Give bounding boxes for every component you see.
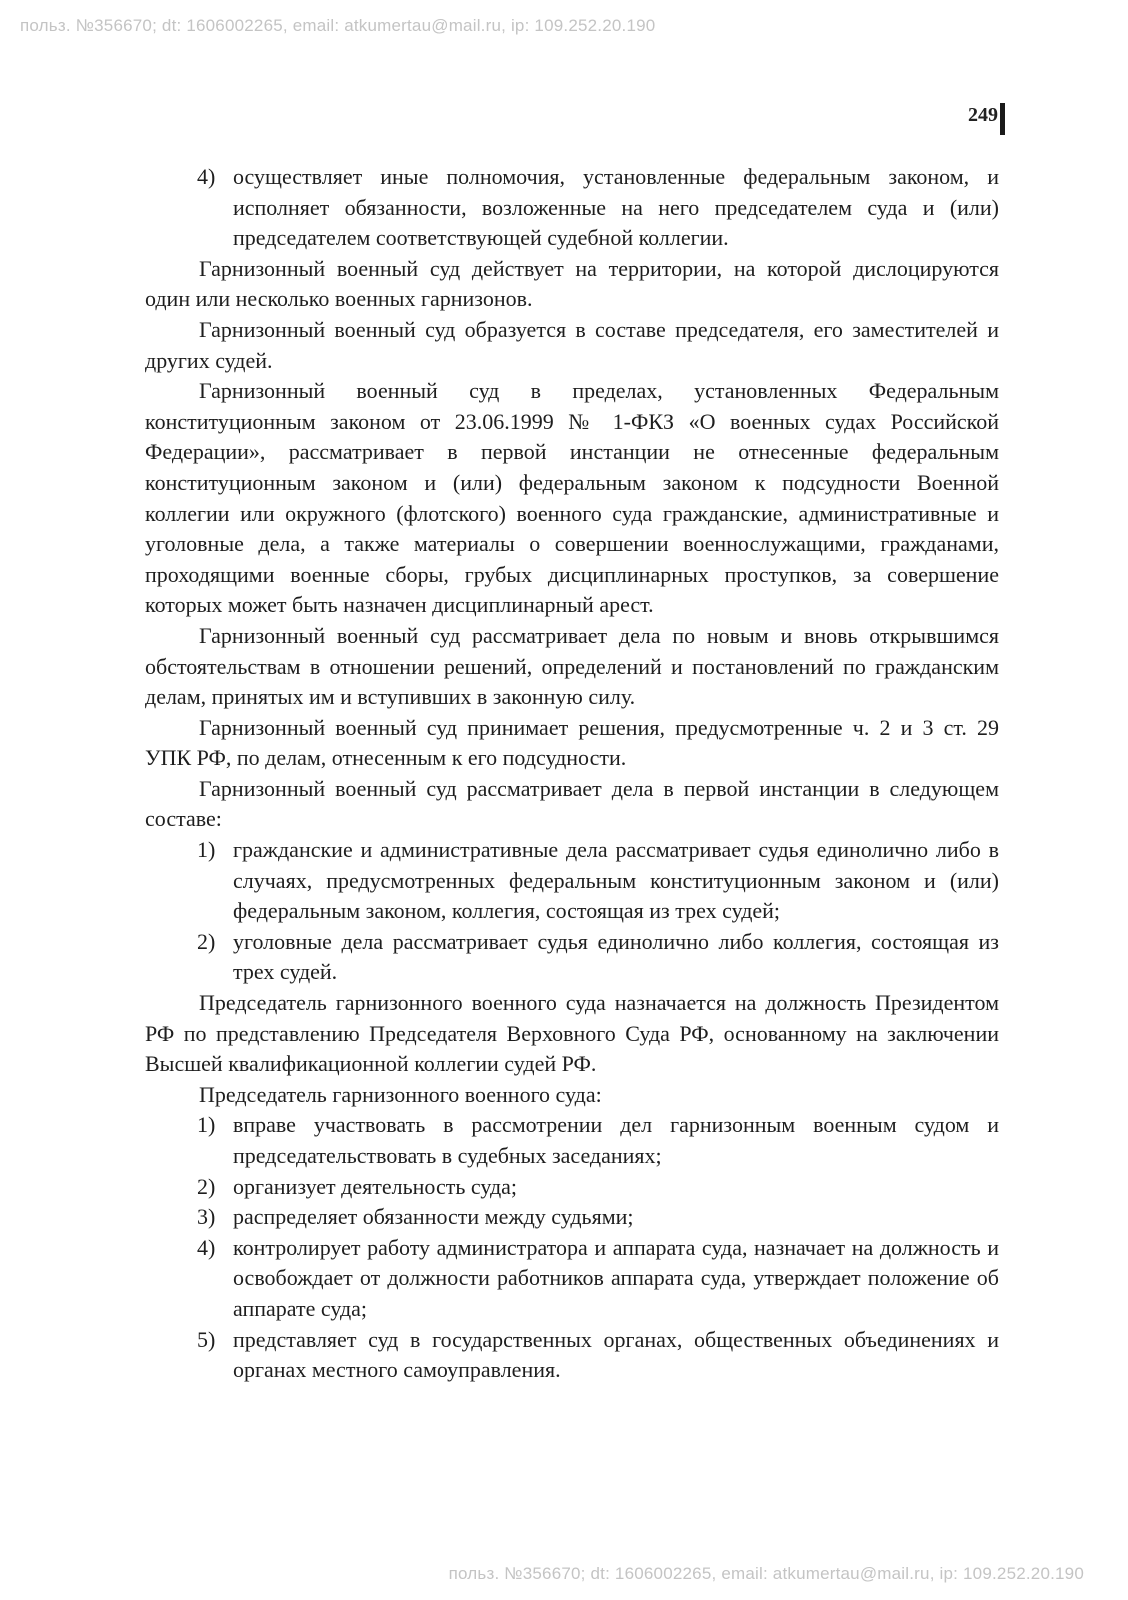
list-item bbox=[145, 1233, 999, 1325]
list-item-number: 5) bbox=[197, 1326, 216, 1352]
list-item-number: 1) bbox=[197, 1112, 216, 1138]
watermark-bottom: польз. №356670; dt: 1606002265, email: atkumertau@mail.ru, ip: 109.252.20.190 bbox=[448, 1564, 1084, 1583]
paragraph: Гарнизонный военный суд рассматривает дела в первой инстанции в следующем составе: bbox=[145, 775, 999, 832]
paragraph: Председатель гарнизонного военного суда назначается на должность Президентом РФ по представлению Председателя Верховного Суда РФ, основанному на заключении Высшей квалификационной коллегии судей РФ. bbox=[145, 990, 999, 1077]
list-item-text: уголовные дела рассматривает судья единолично либо коллегия, состоящая из трех судей. bbox=[233, 928, 999, 985]
page-number-bar bbox=[1000, 103, 1005, 135]
list-item bbox=[145, 1172, 999, 1203]
list-item-number: 1) bbox=[197, 837, 216, 863]
paragraph: Гарнизонный военный суд действует на территории, на которой дислоцируются один или несколько военных гарнизонов. bbox=[145, 255, 999, 312]
watermark-top: польз. №356670; dt: 1606002265, email: atkumertau@mail.ru, ip: 109.252.20.190 bbox=[20, 16, 656, 35]
paragraph: Гарнизонный военный суд принимает решения, предусмотренные ч. 2 и 3 ст. 29 УПК РФ, по делам, отнесенным к его подсудности. bbox=[145, 714, 999, 771]
list-item-number: 3) bbox=[197, 1204, 216, 1230]
list-item bbox=[145, 162, 999, 254]
page-body bbox=[145, 162, 999, 1386]
page-number: 249 bbox=[968, 104, 998, 126]
paragraph: Гарнизонный военный суд в пределах, установленных Федеральным конституционным законом от 23.06.1999 № 1-ФКЗ «О военных судах Российской Федерации», рассматривает в первой инстанции не отнесенные федеральным конституционным законом и (или) федеральным законом к подсудности Военной коллегии или окружного (флотского) военного суда гражданские, административные и уголовные дела, а также материалы о совершении военнослужащими, гражданами, проходящими военные сборы, грубых дисциплинарных проступков, за совершение которых может быть назначен дисциплинарный арест. bbox=[145, 378, 999, 618]
list-item bbox=[145, 1325, 999, 1386]
paragraph: Гарнизонный военный суд рассматривает дела по новым и вновь открывшимся обстоятельствам в отношении решений, определений и постановлений по гражданским делам, принятых им и вступивших в законную силу. bbox=[145, 622, 999, 710]
list-item-number: 2) bbox=[197, 1173, 216, 1199]
paragraph: Гарнизонный военный суд образуется в составе председателя, его заместителей и других судей. bbox=[145, 316, 999, 373]
list-item-text: вправе участвовать в рассмотрении дел гарнизонным военным судом и председательствовать в судебных заседаниях; bbox=[233, 1112, 999, 1168]
list-item-text: гражданские и административные дела рассматривает судья единолично либо в случаях, предусмотренных федеральным конституционным законом и (или) федеральным законом, коллегия, состоящая из трех судей; bbox=[233, 837, 999, 924]
list-item-number: 2) bbox=[197, 928, 216, 954]
list-item-text: осуществляет иные полномочия, установленные федеральным законом, и исполняет обязанности, возложенные на него председателем суда и (или) председателем соответствующей судебной коллегии. bbox=[233, 164, 999, 251]
list-item bbox=[145, 927, 999, 988]
list-item bbox=[145, 1110, 999, 1171]
paragraph: Председатель гарнизонного военного суда: bbox=[199, 1081, 602, 1107]
list-item bbox=[145, 835, 999, 927]
list-item-number: 4) bbox=[197, 164, 216, 189]
list-item-text: организует деятельность суда; bbox=[233, 1173, 518, 1199]
list-item bbox=[145, 1202, 999, 1233]
list-item-text: контролирует работу администратора и аппарата суда, назначает на должность и освобождает от должности работников аппарата суда, утверждает положение об аппарате суда; bbox=[233, 1234, 999, 1321]
list-item-text: распределяет обязанности между судьями; bbox=[233, 1204, 634, 1230]
list-item-text: представляет суд в государственных органах, общественных объединениях и органах местного самоуправления. bbox=[233, 1326, 999, 1383]
list-item-number: 4) bbox=[197, 1234, 216, 1260]
